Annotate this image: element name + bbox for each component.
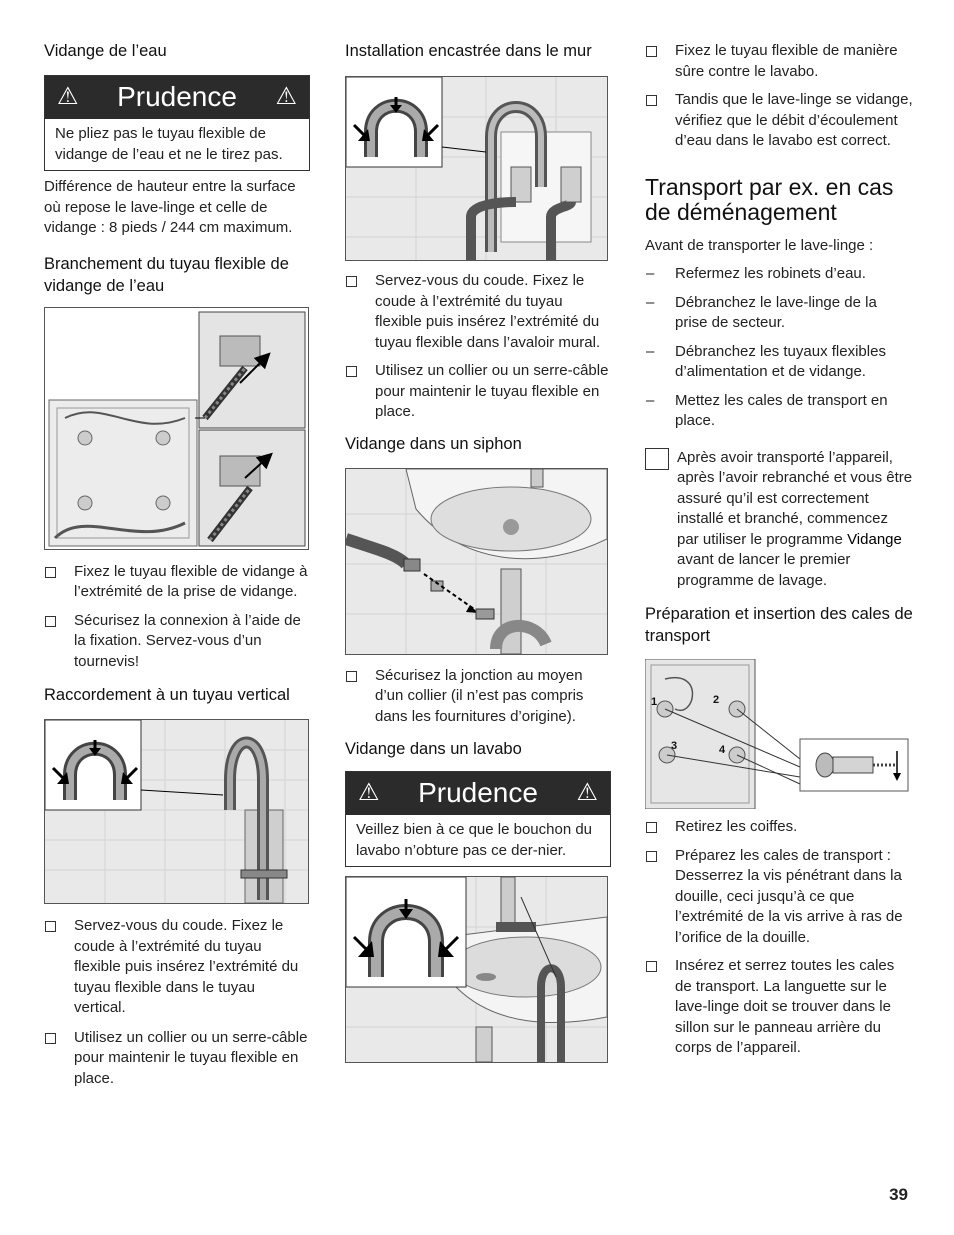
list-top (645, 41, 913, 152)
caution-header (45, 76, 309, 119)
heading-cales: Préparation et insertion des cales de transport (645, 605, 913, 645)
list-item: Retirez les coiffes. (645, 817, 913, 838)
caution-header (346, 772, 610, 815)
figure-siphon (345, 468, 608, 655)
list-item: Préparez les cales de transport : Desserrez la vis pénétrant dans la douille, ceci jusqu’à ce que l’extrémité de la vis arrive à ras de l’orifice de la douille. (645, 846, 913, 949)
heading-branchement: Branchement du tuyau flexible de vidange de l’eau (44, 254, 289, 295)
figure-label-3: 3 (671, 740, 678, 752)
heading-siphon: Vidange dans un siphon (345, 434, 522, 453)
figure-label-2: 2 (713, 694, 720, 706)
intro-transport: Avant de transporter le lave-linge : (645, 236, 874, 254)
figure-label-1: 1 (651, 696, 658, 708)
list-siphon (345, 666, 611, 728)
list-mur (345, 271, 611, 423)
warning-triangle-icon: ⚠ (275, 83, 297, 111)
heading-lavabo: Vidange dans un lavabo (345, 740, 522, 758)
figure-cales (645, 659, 909, 809)
list-item: – Débranchez le lave-linge de la prise de secteur. (645, 293, 913, 334)
caution-text: Veillez bien à ce que le bouchon du lavabo n’obture pas ce der-nier. (356, 821, 593, 859)
list-item: – Refermez les robinets d’eau. (645, 264, 913, 285)
heading-vidange: Vidange de l’eau (44, 42, 167, 60)
list-item: – Mettez les cales de transport en place. (645, 391, 913, 432)
heading-vertical: Raccordement à un tuyau vertical (44, 686, 290, 704)
caution-title: Prudence (418, 777, 538, 809)
list-item: Fixez le tuyau flexible de vidange à l’extrémité de la prise de vidange. (44, 562, 310, 603)
list-item: Sécurisez la connexion à l’aide de la fixation. Servez-vous d’un tournevis! (44, 611, 310, 673)
dash-list-transport (645, 264, 913, 432)
caution-box-1 (44, 75, 310, 171)
height-text: Différence de hauteur entre la surface où repose le lave-linge et celle de vidange : 8 pieds / 244 cm maximum. (44, 178, 296, 236)
column-3 (645, 38, 913, 1059)
list-item: Utilisez un collier ou un serre-câble pour maintenir le tuyau flexible en place. (44, 1028, 310, 1090)
figure-vertical (44, 719, 309, 904)
list-item: Sécurisez la jonction au moyen d’un collier (il n’est pas compris dans les fournitures d’origine). (345, 666, 611, 728)
note-text-after: avant de lancer le premier programme de lavage. (677, 551, 851, 589)
column-2 (345, 38, 611, 1063)
list-item: Tandis que le lave-linge se vidange, vérifiez que le débit d’écoulement d’eau dans le lavabo est correct. (645, 90, 913, 152)
warning-triangle-icon: ⚠ (57, 83, 79, 111)
heading-mur: Installation encastrée dans le mur (345, 42, 592, 60)
list-item: Servez-vous du coude. Fixez le coude à l’extrémité du tuyau flexible puis insérez l’extrémité du tuyau flexible dans le tuyau vertical. (44, 916, 310, 1019)
list-vertical (44, 916, 310, 1089)
list-item: Fixez le tuyau flexible de manière sûre contre le lavabo. (645, 41, 913, 82)
figure-branchement (44, 307, 309, 550)
note-icon (645, 448, 669, 470)
heading-transport: Transport par ex. en cas de déménagement (645, 173, 894, 225)
list-item: Servez-vous du coude. Fixez le coude à l’extrémité du tuyau flexible puis insérez l’extrémité du tuyau flexible dans l’avaloir mural. (345, 271, 611, 353)
list-item: Insérez et serrez toutes les cales de transport. La languette sur le lave-linge doit se trouver dans le sillon sur le panneau arrière du corps de l’appareil. (645, 956, 913, 1059)
caution-box-2 (345, 771, 611, 867)
warning-triangle-icon: ⚠ (358, 779, 380, 807)
list-cales (645, 817, 913, 1059)
figure-mur (345, 76, 608, 261)
note-text-before: Après avoir transporté l’appareil, après l’avoir rebranché et vous être assuré qu’il est correctement installé et branché, commencez par utiliser le programme (677, 448, 913, 548)
page-number: 39 (889, 1185, 908, 1204)
list-item: – Débranchez les tuyaux flexibles d’alimentation et de vidange. (645, 342, 913, 383)
warning-triangle-icon: ⚠ (576, 779, 598, 807)
column-1 (44, 38, 310, 1089)
note-block (645, 448, 913, 592)
figure-lavabo (345, 876, 608, 1063)
note-text (677, 448, 913, 592)
list-item: Utilisez un collier ou un serre-câble pour maintenir le tuyau flexible en place. (345, 361, 611, 423)
program-name: Vidange (847, 530, 902, 548)
caution-title: Prudence (117, 81, 237, 113)
list-branchement (44, 562, 310, 673)
figure-label-4: 4 (719, 744, 726, 756)
caution-text: Ne pliez pas le tuyau flexible de vidange de l’eau et ne le tirez pas. (55, 125, 283, 163)
